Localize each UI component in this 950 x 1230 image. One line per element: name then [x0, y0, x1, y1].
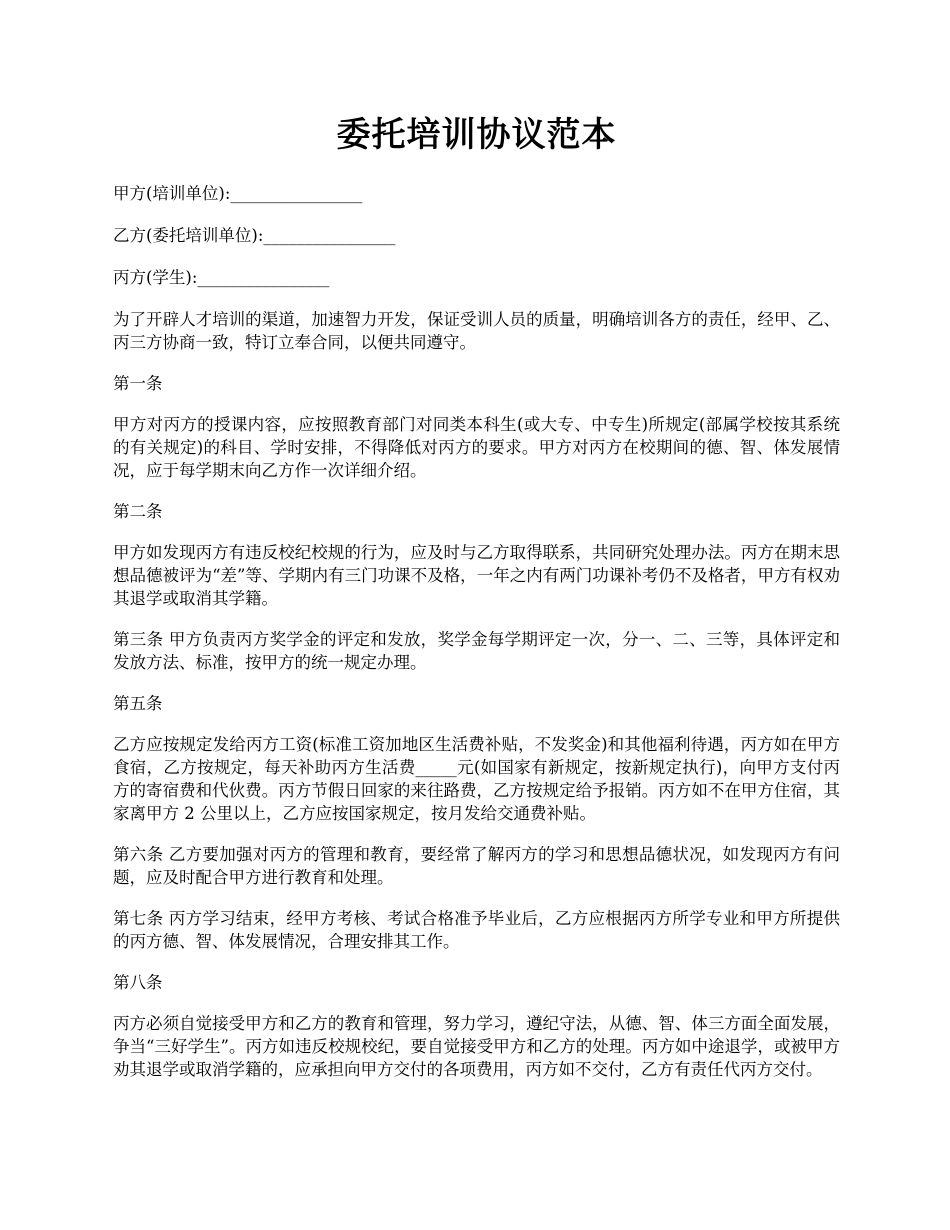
party-b-field: 乙方(委托培训单位):________________: [113, 226, 396, 245]
article-2-heading: 第二条: [113, 502, 163, 521]
party-c-field: 丙方(学生):________________: [113, 268, 330, 287]
article-2-body: 甲方如发现丙方有违反校纪校规的行为，应及时与乙方取得联系，共同研究处理办法。丙方在期末思想品德被评为“差”等、学期内有三门功课不及格，一年之内有两门功课补考仍不及格者，甲方有权劝其退学或取消其学籍。: [113, 543, 840, 608]
party-a-field: 甲方(培训单位):________________: [113, 184, 363, 203]
document-page: [113, 110, 840, 1099]
article-8-body: 丙方必须自觉接受甲方和乙方的教育和管理，努力学习，遵纪守法，从德、智、体三方面全面发展，争当“三好学生”。丙方如违反校规校纪，要自觉接受甲方和乙方的处理。丙方如中途退学，或被甲方劝其退学或取消学籍的，应承担向甲方交付的各项费用，丙方如不交付，乙方有责任代丙方交付。: [113, 1014, 840, 1079]
article-8-heading: 第八条: [113, 973, 163, 992]
intro-paragraph: 为了开辟人才培训的渠道，加速智力开发，保证受训人员的质量，明确培训各方的责任，经甲、乙、丙三方协商一致，特订立奉合同，以便共同遵守。: [113, 310, 840, 352]
article-3-paragraph: 第三条 甲方负责丙方奖学金的评定和发放，奖学金每学期评定一次，分一、二、三等，具体评定和发放方法、标准，按甲方的统一规定办理。: [113, 630, 840, 672]
article-6-paragraph: 第六条 乙方要加强对丙方的管理和教育，要经常了解丙方的学习和思想品德状况，如发现丙方有问题，应及时配合甲方进行教育和处理。: [113, 845, 840, 887]
article-1-body: 甲方对丙方的授课内容，应按照教育部门对同类本科生(或大专、中专生)所规定(部属学校按其系统的有关规定)的科目、学时安排，不得降低对丙方的要求。甲方对丙方在校期间的德、智、体发展情况，应于每学期末向乙方作一次详细介绍。: [113, 415, 840, 480]
article-5-body: 乙方应按规定发给丙方工资(标准工资加地区生活费补贴，不发奖金)和其他福利待遇，丙方如在甲方食宿，乙方按规定，每天补助丙方生活费_____元(如国家有新规定，按新规定执行)，向甲方支付丙方的寄宿费和代伙费。丙方节假日回家的来往路费，乙方按规定给予报销。丙方如不在甲方住宿，其家离甲方 2 公里以上，乙方应按国家规定，按月发给交通费补贴。: [113, 735, 840, 823]
article-1-heading: 第一条: [113, 374, 163, 393]
article-5-heading: 第五条: [113, 694, 163, 713]
document-title: 委托培训协议范本: [336, 115, 617, 155]
article-7-paragraph: 第七条 丙方学习结束，经甲方考核、考试合格准予毕业后，乙方应根据丙方所学专业和甲方所提供的丙方德、智、体发展情况，合理安排其工作。: [113, 909, 840, 951]
